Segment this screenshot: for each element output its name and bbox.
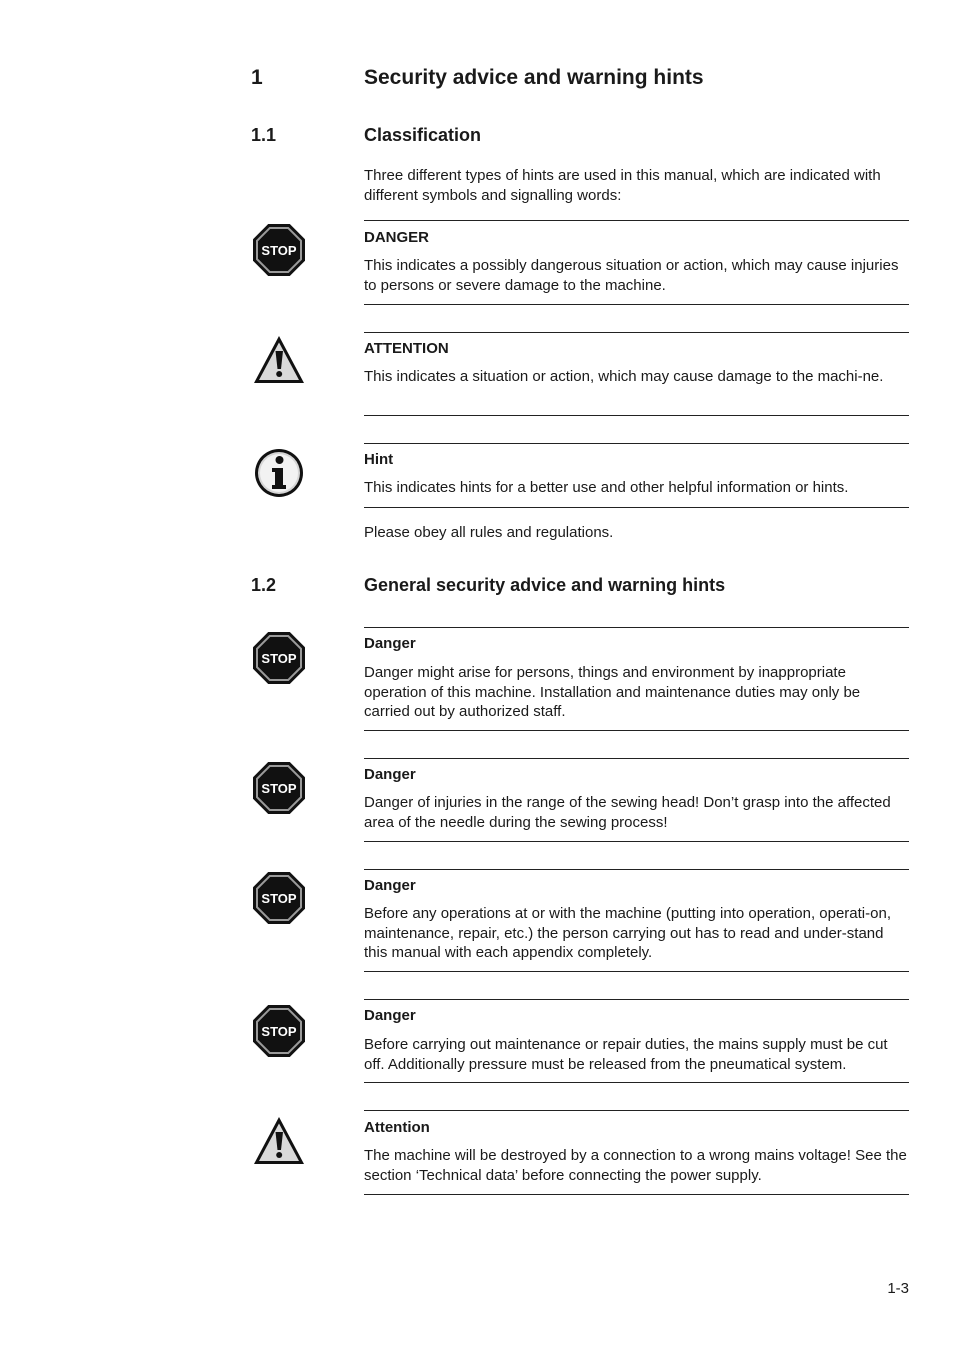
warning-text: Before any operations at or with the machine (putting into operation, operati-on, maintenance, repair, etc.) the person carrying out has to read and under-stand this manual with each appendix completely. — [364, 905, 891, 961]
hint-text: This indicates a possibly dangerous situation or action, which may cause injuries to persons or severe damage to the machine. — [364, 257, 899, 294]
warning-title: Danger — [364, 766, 416, 783]
stop-label: STOP — [261, 243, 297, 258]
warning-triangle-icon — [253, 1115, 305, 1167]
divider — [364, 1194, 909, 1195]
stop-sign-icon — [253, 762, 305, 814]
warning-text: Before carrying out maintenance or repair duties, the mains supply must be cut off. Additionally pressure must be released from the pneumatical system. — [364, 1036, 888, 1073]
divider — [364, 220, 909, 221]
info-icon — [253, 447, 305, 499]
divider — [364, 507, 909, 508]
stop-label: STOP — [261, 891, 297, 906]
warning-title: Danger — [364, 877, 416, 894]
section-title: General security advice and warning hints — [364, 575, 726, 595]
stop-sign-icon — [253, 872, 305, 924]
warning-text: Danger might arise for persons, things and environment by inappropriate operation of this machine. Installation and maintenance duties may only be carried out by authorized staff. — [364, 664, 861, 720]
section-number: 1.2 — [251, 575, 277, 595]
warning-text: The machine will be destroyed by a connection to a wrong mains voltage! See the section ‘Technical data’ before connecting the power supply. — [364, 1147, 907, 1184]
divider — [364, 999, 909, 1000]
stop-label: STOP — [261, 1024, 297, 1039]
warning-text: Danger of injuries in the range of the sewing head! Don’t grasp into the affected area of the needle during the sewing process! — [364, 794, 891, 831]
divider — [364, 627, 909, 628]
page-number: 1-3 — [887, 1280, 909, 1297]
warning-title: Danger — [364, 1007, 416, 1024]
divider — [364, 971, 909, 972]
hint-text: This indicates hints for a better use and other helpful information or hints. — [364, 479, 849, 496]
divider — [364, 758, 909, 759]
divider — [364, 730, 909, 731]
divider — [364, 1110, 909, 1111]
section-title: Classification — [364, 125, 482, 145]
obey-text: Please obey all rules and regulations. — [364, 524, 614, 541]
divider — [364, 841, 909, 842]
divider — [364, 443, 909, 444]
warning-title: Attention — [364, 1119, 430, 1136]
hint-title: ATTENTION — [364, 340, 449, 357]
stop-sign-icon — [253, 632, 305, 684]
section-number: 1.1 — [251, 125, 277, 145]
stop-label: STOP — [261, 651, 297, 666]
divider — [364, 1082, 909, 1083]
section-intro: Three different types of hints are used in this manual, which are indicated with different symbols and signalling words: — [364, 167, 881, 204]
warning-triangle-icon — [253, 334, 305, 386]
chapter-title: Security advice and warning hints — [364, 66, 704, 89]
hint-title: DANGER — [364, 229, 430, 246]
chapter-number: 1 — [251, 66, 263, 89]
hint-title: Hint — [364, 451, 394, 468]
stop-sign-icon — [253, 224, 305, 276]
hint-text: This indicates a situation or action, which may cause damage to the machi-ne. — [364, 368, 884, 385]
divider — [364, 304, 909, 305]
warning-title: Danger — [364, 635, 416, 652]
stop-sign-icon — [253, 1005, 305, 1057]
divider — [364, 332, 909, 333]
stop-label: STOP — [261, 781, 297, 796]
divider — [364, 869, 909, 870]
divider — [364, 415, 909, 416]
